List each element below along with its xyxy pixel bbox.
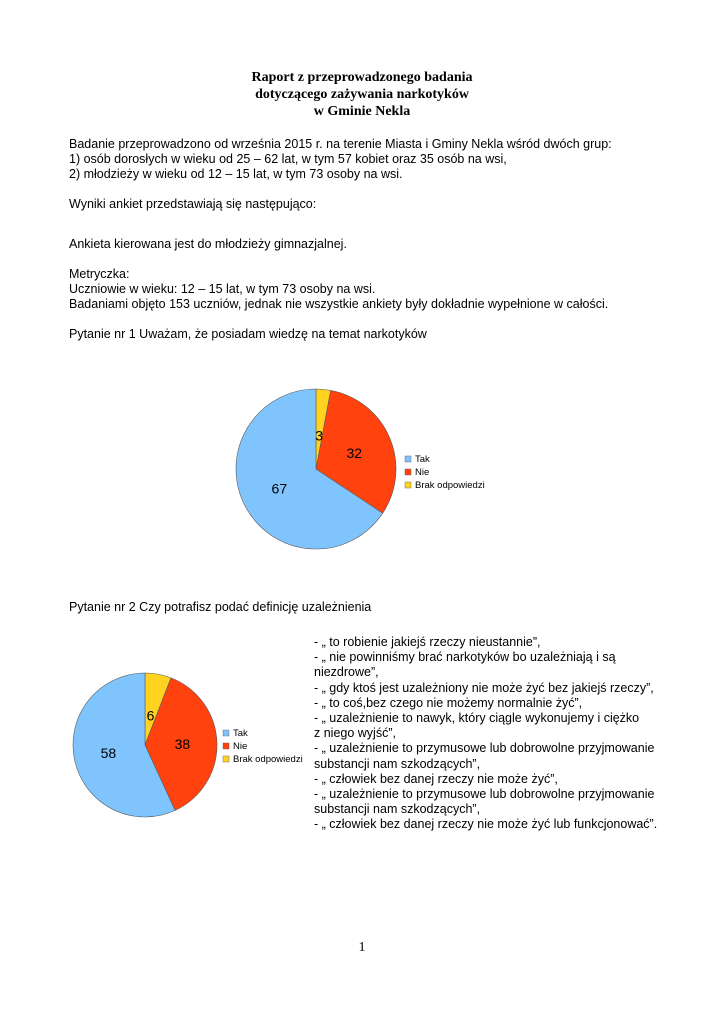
- pie-label-slice-brak: 3: [315, 427, 323, 444]
- metrics-line-1: Uczniowie w wieku: 12 – 15 lat, w tym 73 osoby na wsi.: [69, 282, 376, 296]
- pie-chart-question-2: [68, 672, 308, 822]
- quote-line: niezdrowe”,: [314, 665, 379, 680]
- quote-line: - „ uzależnienie to przymusowe lub dobrowolne przyjmowanie: [314, 787, 655, 802]
- quote-line: - „ to coś,bez czego nie możemy normalnie żyć”,: [314, 695, 583, 710]
- definition-quotes: [314, 635, 674, 833]
- quote-line: - „ gdy ktoś jest uzależniony nie może żyć bez jakiejś rzeczy”,: [314, 680, 654, 695]
- survey-target: Ankieta kierowana jest do młodzieży gimnazjalnej.: [69, 237, 347, 251]
- legend-label-slice-brak: Brak odpowiedzi: [415, 480, 485, 491]
- legend-swatch-slice-nie: [405, 469, 411, 475]
- legend-swatch-slice-brak: [223, 756, 229, 762]
- pie-label-slice-tak: 58: [100, 745, 117, 762]
- legend-label-slice-nie: Nie: [415, 467, 430, 478]
- pie-label-slice-nie: 32: [346, 444, 363, 461]
- intro-line-3: 2) młodzieży w wieku od 12 – 15 lat, w tym 73 osoby na wsi.: [69, 167, 403, 181]
- question-2: Pytanie nr 2 Czy potrafisz podać definicję uzależnienia: [69, 600, 372, 614]
- quote-line: substancji nam szkodzących”,: [314, 756, 481, 771]
- legend-label-slice-nie: Nie: [233, 741, 248, 752]
- quote-line: - „ nie powinniśmy brać narkotyków bo uzależniają i są: [314, 650, 616, 665]
- legend-swatch-slice-tak: [405, 456, 411, 462]
- quote-line: - „ to robienie jakiejś rzeczy nieustannie”,: [314, 635, 541, 649]
- legend-swatch-slice-brak: [405, 482, 411, 488]
- question-1: Pytanie nr 1 Uważam, że posiadam wiedzę na temat narkotyków: [69, 327, 427, 341]
- legend-label-slice-tak: Tak: [415, 454, 430, 465]
- quote-line: - „ człowiek bez danej rzeczy nie może żyć”,: [314, 771, 558, 786]
- legend-swatch-slice-tak: [223, 730, 229, 736]
- legend-label-slice-tak: Tak: [233, 728, 248, 739]
- report-title-line-2: dotyczącego zażywania narkotyków: [255, 87, 469, 102]
- intro-line-1: Badanie przeprowadzono od września 2015 r. na terenie Miasta i Gminy Nekla wśród dwóch grup:: [69, 137, 612, 151]
- pie-label-slice-brak: 6: [146, 707, 155, 724]
- page-number: 1: [358, 940, 366, 955]
- pie-chart-question-1: [230, 385, 500, 555]
- legend-label-slice-brak: Brak odpowiedzi: [233, 754, 303, 765]
- legend-swatch-slice-nie: [223, 743, 229, 749]
- quote-line: - „ uzależnienie to przymusowe lub dobrowolne przyjmowanie: [314, 741, 655, 756]
- report-title-line-1: Raport z przeprowadzonego badania: [251, 70, 473, 85]
- metrics-heading: Metryczka:: [69, 267, 130, 281]
- quote-line: - „ człowiek bez danej rzeczy nie może żyć lub funkcjonować”.: [314, 817, 658, 832]
- pie-label-slice-nie: 38: [174, 735, 191, 752]
- quote-line: z niego wyjść”,: [314, 726, 396, 741]
- results-intro: Wyniki ankiet przedstawiają się następująco:: [69, 197, 317, 211]
- pie-label-slice-tak: 67: [271, 480, 288, 497]
- report-title-line-3: w Gminie Nekla: [313, 104, 411, 119]
- metrics-line-2: Badaniami objęto 153 uczniów, jednak nie wszystkie ankiety były dokładnie wypełnione w całości.: [69, 297, 609, 311]
- quote-line: - „ uzależnienie to nawyk, który ciągle wykonujemy i ciężko: [314, 711, 640, 726]
- intro-line-2: 1) osób dorosłych w wieku od 25 – 62 lat, w tym 57 kobiet oraz 35 osób na wsi,: [69, 152, 507, 166]
- quote-line: substancji nam szkodzących”,: [314, 802, 481, 817]
